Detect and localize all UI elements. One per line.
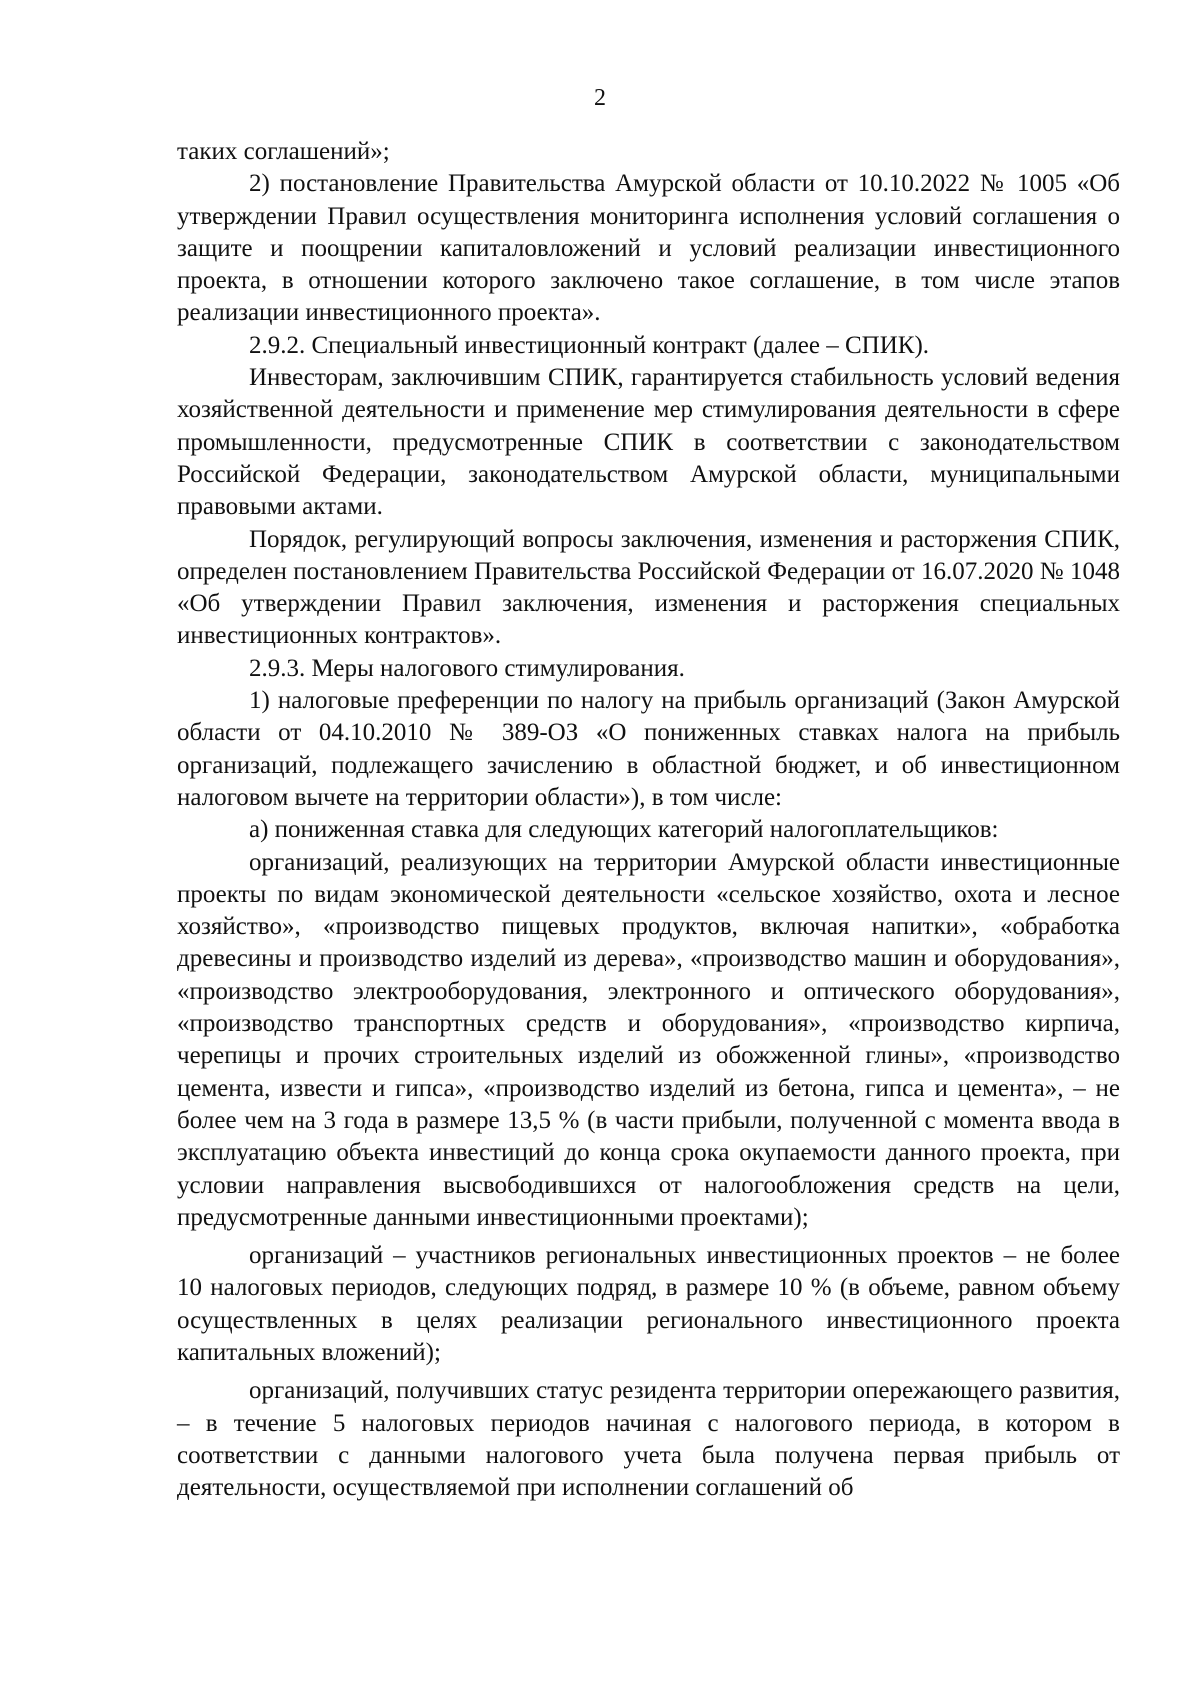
document-body — [177, 136, 1120, 1504]
section-heading-2-9-3: 2.9.3. Меры налогового стимулирования. — [249, 654, 685, 682]
paragraph-item-1: 1) налоговые преференции по налогу на прибыль организаций (Закон Амурской области от 04.10.2010 № 389-ОЗ «О пониженных ставках налога на прибыль организаций, подлежащего зачислению в областной бюджет, и об инвестиционном налоговом вычете на территории области»), в том числе: — [177, 687, 1120, 811]
paragraph-item-a: а) пониженная ставка для следующих категорий налогоплательщиков: — [249, 816, 999, 844]
paragraph-procedure: Порядок, регулирующий вопросы заключения, изменения и расторжения СПИК, определен постановлением Правительства Российской Федерации от 16.07.2020 № 1048 «Об утверждении Правил заключения, изменения и расторжения специальных инвестиционных контрактов». — [177, 525, 1120, 650]
paragraph-investors: Инвесторам, заключившим СПИК, гарантируется стабильность условий ведения хозяйственной деятельности и применение мер стимулирования деятельности в сфере промышленности, предусмотренные СПИК в соответствии с законодательством Российской Федерации, законодательством Амурской области, муниципальными правовыми актами. — [177, 364, 1120, 521]
paragraph-regional-projects: организаций – участников региональных инвестиционных проектов – не более 10 налоговых периодов, следующих подряд, в размере 10 % (в объеме, равном объему осуществленных в целях реализации регионального инвестиционного проекта капитальных вложений); — [177, 1242, 1120, 1366]
paragraph-residents: организаций, получивших статус резидента территории опережающего развития, – в течение 5 налоговых периодов начиная с налогового периода, в котором в соответствии с данными налогового учета была получена первая прибыль от деятельности, осуществляемой при исполнении соглашений об — [177, 1377, 1120, 1502]
paragraph-organizations-projects: организаций, реализующих на территории Амурской области инвестиционные проекты по видам экономической деятельности «сельское хозяйство, охота и лесное хозяйство», «производство пищевых продуктов, включая напитки», «обработка древесины и производство изделий из дерева», «производство машин и оборудования», «производство электрооборудования, электронного и оптического оборудования», «производство транспортных средств и оборудования», «производство кирпича, черепицы и прочих строительных изделий из обожженной глины», «производство цемента, извести и гипса», «производство изделий из бетона, гипса и цемента», – не более чем на 3 года в размере 13,5 % (в части прибыли, полученной с момента ввода в эксплуатацию объекта инвестиций до конца срока окупаемости данного проекта, при условии направления высвободившихся от налогообложения средств на цели, предусмотренные данными инвестиционными проектами); — [177, 848, 1120, 1231]
section-heading-2-9-2: 2.9.2. Специальный инвестиционный контракт (далее – СПИК). — [249, 331, 930, 359]
page-number: 2 — [594, 85, 606, 111]
paragraph-item-2: 2) постановление Правительства Амурской области от 10.10.2022 № 1005 «Об утверждении Правил осуществления мониторинга исполнения условий соглашения о защите и поощрении капиталовложений и условий реализации инвестиционного проекта, в отношении которого заключено такое соглашение, в том числе этапов реализации инвестиционного проекта». — [177, 170, 1120, 327]
paragraph-continuation: таких соглашений»; — [177, 138, 390, 165]
